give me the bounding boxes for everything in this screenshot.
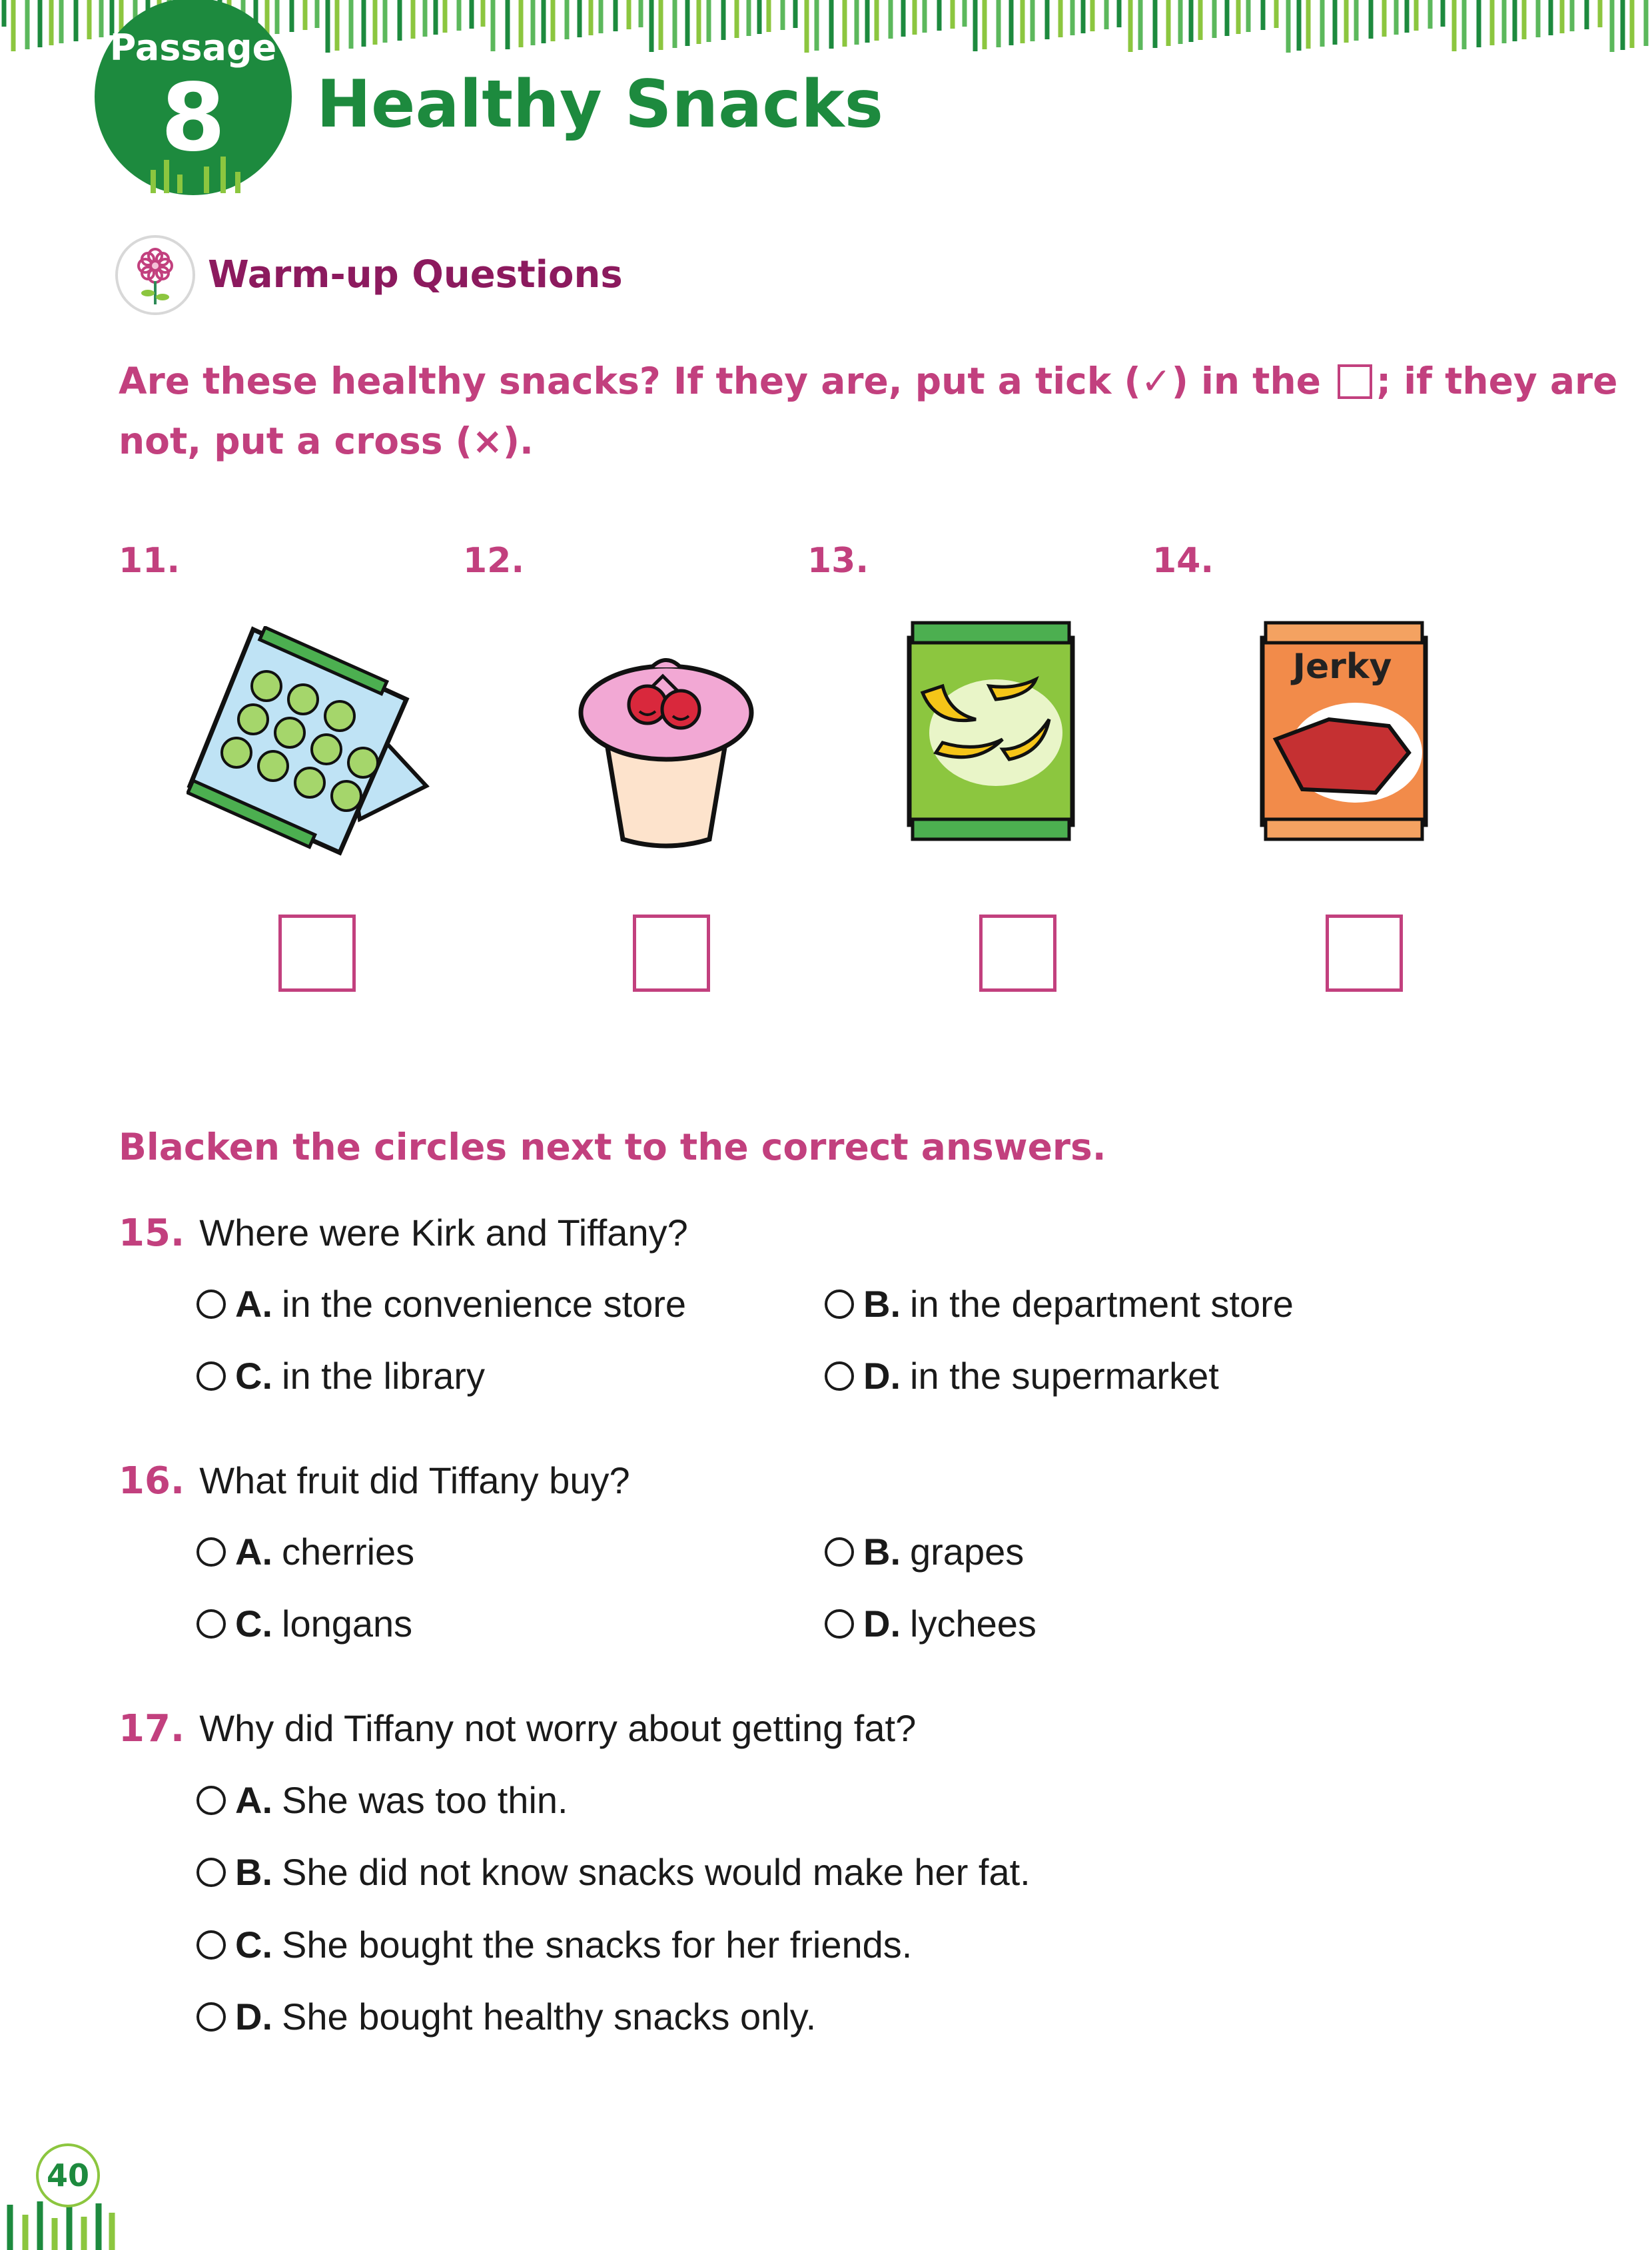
option-letter: A.: [235, 1531, 272, 1573]
option-letter: C.: [235, 1355, 272, 1397]
question-text: Why did Tiffany not worry about getting fat?: [199, 1707, 917, 1749]
option-letter: C.: [235, 1924, 272, 1966]
peas-bag-icon: [187, 626, 433, 866]
item-number-11: 11.: [119, 541, 181, 581]
answer-box-12[interactable]: [633, 915, 710, 992]
option-16d[interactable]: [825, 1602, 1036, 1645]
jerky-bag-icon: [1249, 619, 1436, 843]
question-16: [119, 1459, 630, 1503]
answer-box-13[interactable]: [979, 915, 1056, 992]
option-text: lychees: [910, 1603, 1036, 1645]
option-text: in the convenience store: [282, 1283, 687, 1325]
option-16c[interactable]: [197, 1602, 412, 1645]
option-16a[interactable]: [197, 1530, 414, 1573]
option-text: She bought the snacks for her friends.: [282, 1924, 913, 1966]
answer-circle[interactable]: [825, 1609, 854, 1639]
item-number-13: 13.: [807, 541, 869, 581]
tick-box-sample-icon: [1338, 364, 1372, 399]
passage-badge-label: Passage: [109, 27, 277, 69]
option-text: longans: [282, 1603, 413, 1645]
option-17a[interactable]: [197, 1778, 568, 1822]
answer-box-11[interactable]: [278, 915, 356, 992]
option-17c[interactable]: [197, 1923, 912, 1966]
option-letter: C.: [235, 1603, 272, 1645]
option-text: She bought healthy snacks only.: [282, 1996, 817, 2038]
question-number: 15.: [119, 1212, 185, 1255]
page-number: 40: [36, 2143, 100, 2207]
item-number-14: 14.: [1152, 541, 1214, 581]
option-text: She did not know snacks would make her fat.: [282, 1851, 1031, 1893]
cherry-yogurt-cup-icon: [573, 633, 759, 853]
answer-circle[interactable]: [197, 1930, 226, 1960]
question-number: 17.: [119, 1707, 185, 1750]
answer-circle[interactable]: [197, 2002, 226, 2032]
passage-number: 8: [161, 64, 226, 173]
option-text: in the supermarket: [910, 1355, 1219, 1397]
instruction-text-after: ; if they are: [1376, 360, 1618, 402]
option-letter: D.: [863, 1355, 901, 1397]
answer-circle[interactable]: [197, 1609, 226, 1639]
option-15a[interactable]: [197, 1282, 686, 1325]
option-17d[interactable]: [197, 1995, 816, 2038]
option-text: grapes: [910, 1531, 1025, 1573]
flower-icon: [115, 234, 196, 316]
answer-circle[interactable]: [825, 1537, 854, 1567]
question-17: [119, 1706, 916, 1750]
option-letter: A.: [235, 1779, 272, 1821]
option-letter: B.: [235, 1851, 272, 1893]
answer-circle[interactable]: [197, 1786, 226, 1815]
answer-circle[interactable]: [197, 1858, 226, 1887]
option-letter: B.: [863, 1531, 901, 1573]
mc-instruction: Blacken the circles next to the correct answers.: [119, 1126, 1106, 1168]
warmup-instruction-line1: [119, 360, 1617, 402]
answer-circle[interactable]: [197, 1361, 226, 1391]
banana-chips-bag-icon: [896, 619, 1082, 843]
option-16b[interactable]: [825, 1530, 1024, 1573]
page-title: Healthy Snacks: [316, 67, 883, 143]
option-15d[interactable]: [825, 1354, 1219, 1397]
jerky-package-label: Jerky: [1292, 647, 1392, 687]
answer-circle[interactable]: [197, 1290, 226, 1319]
warmup-heading: Warm-up Questions: [208, 253, 623, 296]
instruction-text-before: Are these healthy snacks? If they are, put a tick (✓) in the: [119, 360, 1321, 402]
question-15: [119, 1211, 688, 1255]
item-number-12: 12.: [463, 541, 525, 581]
option-text: in the library: [282, 1355, 486, 1397]
question-text: What fruit did Tiffany buy?: [199, 1459, 630, 1501]
option-17b[interactable]: [197, 1850, 1031, 1894]
warmup-instruction-line2: not, put a cross (×).: [119, 420, 534, 462]
option-text: cherries: [282, 1531, 415, 1573]
option-15b[interactable]: [825, 1282, 1294, 1325]
option-text: She was too thin.: [282, 1779, 568, 1821]
option-letter: A.: [235, 1283, 272, 1325]
option-letter: D.: [863, 1603, 901, 1645]
option-text: in the department store: [910, 1283, 1294, 1325]
answer-circle[interactable]: [825, 1290, 854, 1319]
option-letter: D.: [235, 1996, 272, 2038]
question-text: Where were Kirk and Tiffany?: [199, 1212, 688, 1254]
option-letter: B.: [863, 1283, 901, 1325]
answer-circle[interactable]: [197, 1537, 226, 1567]
option-15c[interactable]: [197, 1354, 485, 1397]
answer-box-14[interactable]: [1326, 915, 1403, 992]
answer-circle[interactable]: [825, 1361, 854, 1391]
question-number: 16.: [119, 1459, 185, 1503]
